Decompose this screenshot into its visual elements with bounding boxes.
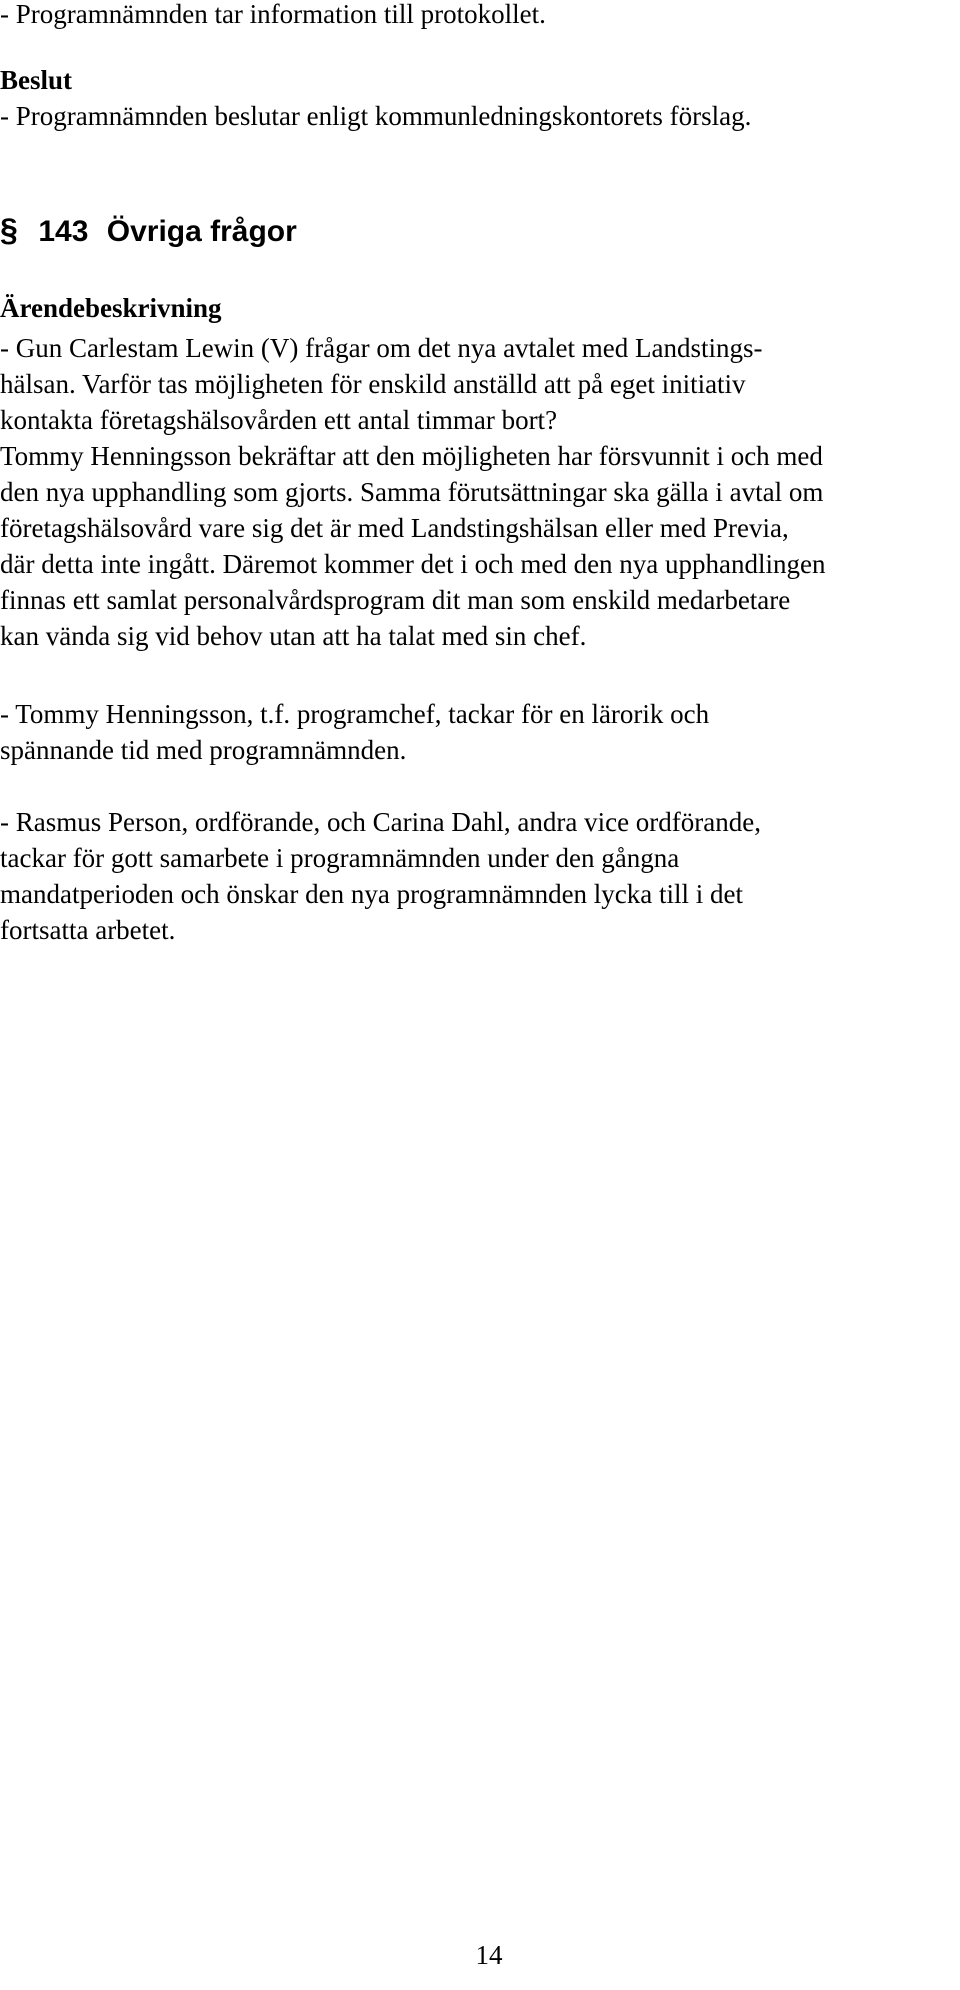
rasmus-thanks-line: tackar för gott samarbete i programnämnden under den gångna xyxy=(0,843,680,873)
page-number: 14 xyxy=(475,1940,503,1970)
section-number: 143 xyxy=(38,215,89,248)
beslut-text: - Programnämnden beslutar enligt kommunledningskontorets förslag. xyxy=(0,101,752,131)
arende-line: där detta inte ingått. Däremot kommer det i och med den nya upphandlingen xyxy=(0,549,826,579)
arende-line: den nya upphandling som gjorts. Samma förutsättningar ska gälla i avtal om xyxy=(0,477,824,507)
section-symbol: § xyxy=(0,212,18,248)
arende-line: företagshälsovård vare sig det är med Landstingshälsan eller med Previa, xyxy=(0,513,789,543)
intro-line: - Programnämnden tar information till protokollet. xyxy=(0,0,546,29)
rasmus-thanks-line: mandatperioden och önskar den nya programnämnden lycka till i det xyxy=(0,879,744,909)
arende-line: kan vända sig vid behov utan att ha talat med sin chef. xyxy=(0,621,587,651)
arende-line: Tommy Henningsson bekräftar att den möjligheten har försvunnit i och med xyxy=(0,441,823,471)
beslut-heading: Beslut xyxy=(0,65,73,95)
arendebeskrivning-heading: Ärendebeskrivning xyxy=(0,293,222,323)
arende-line: finnas ett samlat personalvårdsprogram dit man som enskild medarbetare xyxy=(0,585,791,615)
section-heading xyxy=(0,210,297,252)
arende-line: hälsan. Varför tas möjligheten för enskild anställd att på eget initiativ xyxy=(0,369,746,399)
rasmus-thanks-line: fortsatta arbetet. xyxy=(0,915,176,945)
tommy-thanks-line: - Tommy Henningsson, t.f. programchef, tackar för en lärorik och xyxy=(0,699,710,729)
arende-line: - Gun Carlestam Lewin (V) frågar om det nya avtalet med Landstings- xyxy=(0,333,763,363)
tommy-thanks-line: spännande tid med programnämnden. xyxy=(0,735,407,765)
arende-line: kontakta företagshälsovården ett antal timmar bort? xyxy=(0,405,558,435)
section-title: Övriga frågor xyxy=(106,215,297,248)
rasmus-thanks-line: - Rasmus Person, ordförande, och Carina Dahl, andra vice ordförande, xyxy=(0,807,761,837)
